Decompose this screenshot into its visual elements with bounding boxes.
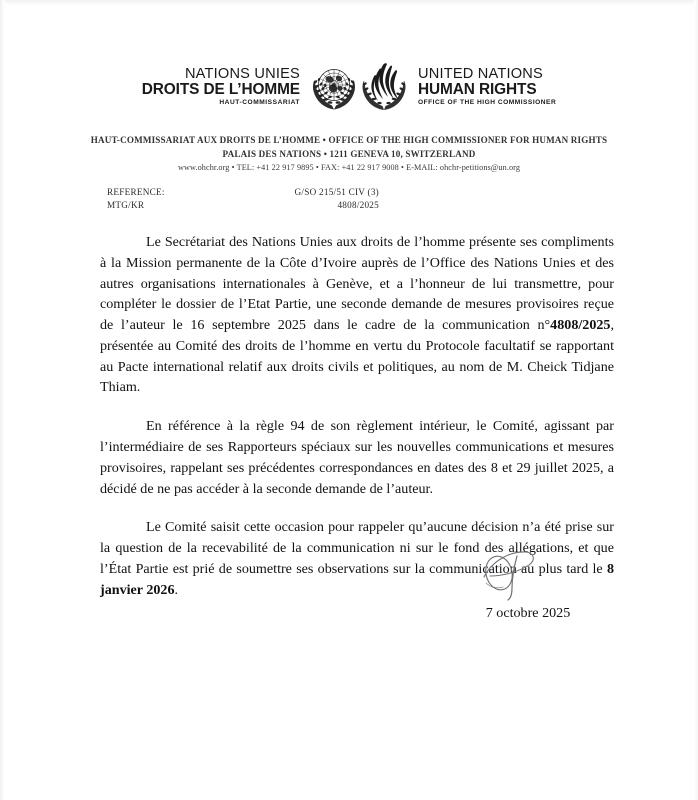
address-line-contact: www.ohchr.org • TEL: +41 22 917 9895 • FAX: +41 22 917 9008 • E-MAIL: ohchr-petitions@un.org — [177, 163, 521, 173]
paragraph-2-text: En référence à la règle 94 de son règlement intérieur, le Comité, agissant par l’intermédiaire de ses Rapporteurs spéciaux sur les nouvelles communications et mesures provisoires, rappelant ses précédentes correspondances en dates des 8 et 29 juillet 2025, a décidé de ne pas accéder à la seconde demande de l’auteur. — [100, 418, 614, 497]
un-globe-olive-branches-icon — [309, 62, 359, 112]
paragraph-3-deadline-date: 8 janvier 2026 — [100, 560, 614, 598]
paragraph-3-text-part-1: Le Comité saisit cette occasion pour rappeler qu’aucune décision n’a été prise sur la question de la recevabilité de la communication ni sur le fond des allégations, et que l’État Partie est prié de soumettre ses observations sur la communication au plus tard le — [100, 519, 614, 577]
signature-date: 7 octobre 2025 — [485, 605, 571, 621]
paragraph-3-text-part-2: . — [174, 581, 179, 598]
letterhead-masthead — [0, 62, 698, 112]
reference-row-2 — [107, 199, 397, 212]
brand-lockup-french — [142, 67, 309, 106]
page-edge-left — [0, 0, 5, 800]
paragraph-1-communication-number: 4808/2025 — [550, 317, 611, 334]
reference-row-1 — [107, 186, 397, 199]
brand-lockup-english — [409, 67, 556, 106]
brand-french-line3: HAUT-COMMISSARIAT — [219, 98, 300, 106]
page-edge-top — [0, 0, 698, 6]
brand-french-line1: NATIONS UNIES — [184, 66, 300, 83]
ohchr-flame-icon — [359, 62, 409, 112]
reference-value: G/SO 215/51 CIV (3) — [294, 187, 379, 197]
page-edge-right — [694, 0, 698, 800]
brand-english-line1: UNITED NATIONS — [417, 66, 543, 83]
body-paragraph-1 — [100, 232, 614, 398]
letterhead-address-block — [0, 133, 698, 176]
address-line-office: HAUT-COMMISSARIAT AUX DROITS DE L’HOMME • OFFICE OF THE HIGH COMMISSIONER FOR HUMAN RIGHTS — [90, 135, 608, 145]
handwritten-signature-icon — [472, 547, 552, 603]
brand-english-line3: OFFICE OF THE HIGH COMMISSIONER — [417, 98, 557, 106]
reference-initials: MTG/KR — [107, 200, 145, 211]
brand-french-line2: DROITS DE L’HOMME — [141, 80, 300, 98]
address-line-location: PALAIS DES NATIONS • 1211 GENEVA 10, SWITZERLAND — [222, 149, 476, 160]
paragraph-1-text-part-2: , présentée au Comité des droits de l’homme en vertu du Protocole facultatif se rapportant au Pacte international relatif aux droits civils et politiques, au nom de M. Cheick Tidjane Thiam. — [100, 317, 614, 396]
body-paragraph-2 — [100, 416, 614, 499]
brand-english-line2: HUMAN RIGHTS — [417, 80, 537, 98]
reference-block — [107, 186, 397, 212]
letter-body — [100, 232, 614, 601]
reference-label: REFERENCE: — [107, 187, 165, 197]
reference-case-number: 4808/2025 — [337, 200, 379, 211]
paragraph-1-text-part-1: Le Secrétariat des Nations Unies aux droits de l’homme présente ses compliments à la Mission permanente de la Côte d’Ivoire auprès de l’Office des Nations Unies et des autres organisations internationales à Genève, et a l’honneur de lui transmettre, pour compléter le dossier de l’Etat Partie, une seconde demande de mesures provisoires reçue de l’auteur le 16 septembre 2025 dans le cadre de la communication n° — [100, 234, 614, 334]
